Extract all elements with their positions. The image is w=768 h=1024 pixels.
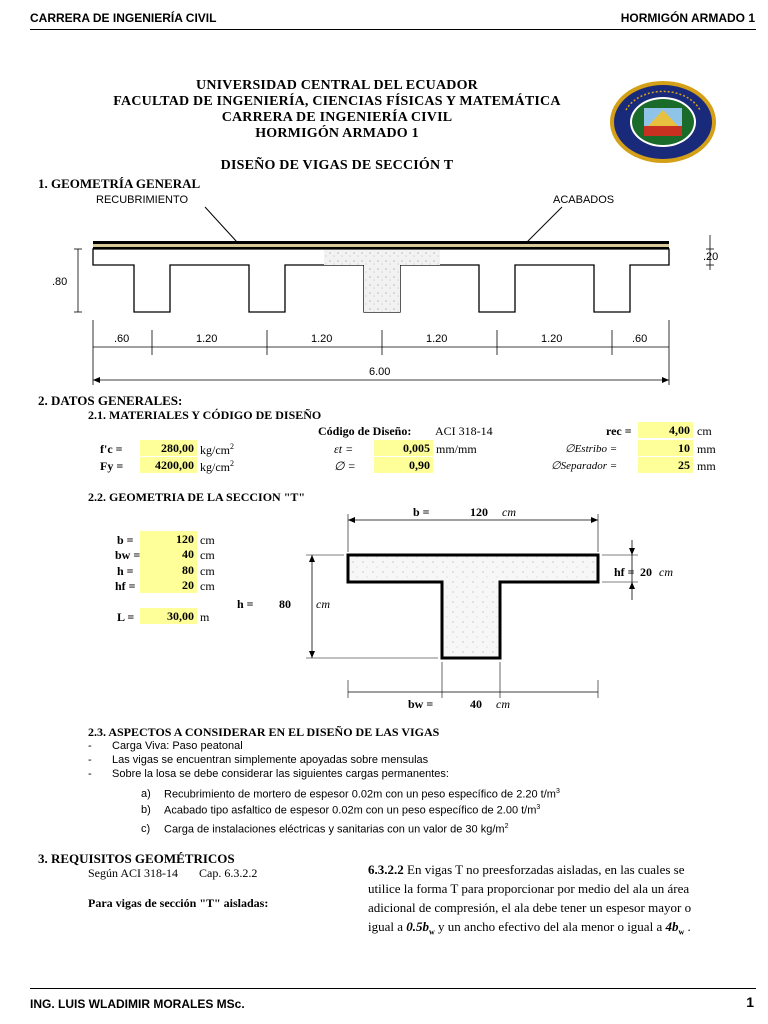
h-label: h = xyxy=(117,564,134,578)
et-unit: mm/mm xyxy=(436,442,477,456)
bw-label: bw = xyxy=(115,548,141,562)
course-title: HORMIGÓN ARMADO 1 xyxy=(255,126,419,141)
subsection-2-2: 2.2. GEOMETRIA DE LA SECCION "T" xyxy=(88,490,306,504)
diag-b-label: b = xyxy=(413,505,430,519)
estribo-unit: mm xyxy=(697,442,716,456)
L-value-cell[interactable]: 30,00 xyxy=(140,608,197,624)
load-mark: b) xyxy=(141,804,151,816)
doc-title: DISEÑO DE VIGAS DE SECCIÓN T xyxy=(220,158,454,173)
b-label: b = xyxy=(117,533,134,547)
footer-divider xyxy=(30,988,756,989)
bullet-item: Las vigas se encuentran simplemente apoyadas sobre mensulas xyxy=(112,754,429,766)
fy-value-cell[interactable]: 4200,00 xyxy=(140,457,197,473)
dim-height-80: .80 xyxy=(52,276,68,288)
span-label: 1.20 xyxy=(196,333,218,345)
diag-hf-unit: cm xyxy=(659,565,673,579)
rec-unit: cm xyxy=(697,424,712,438)
label-recubrimiento: RECUBRIMIENTO xyxy=(96,194,189,206)
fy-label: Fy = xyxy=(100,459,124,473)
load-item: Acabado tipo asfaltico de espesor 0.02m con un peso específico de 2.00 $t/m^3$ xyxy=(164,804,541,817)
diag-bw-label: bw = xyxy=(408,697,434,711)
diag-h-label: h = xyxy=(237,597,254,611)
fc-label: f'c = xyxy=(100,442,123,456)
diag-hf-label: hf = xyxy=(614,565,635,579)
diag-bw-unit: cm xyxy=(496,697,510,711)
dim-height-20: .20 xyxy=(703,251,719,263)
rec-label: rec = xyxy=(606,424,632,438)
separador-value-cell[interactable]: 25 xyxy=(638,457,693,473)
L-label: L = xyxy=(117,610,135,624)
t-section-drawing xyxy=(300,500,660,710)
codigo-label: Código de Diseño: xyxy=(318,424,412,438)
header-divider xyxy=(30,29,756,30)
codigo-value: ACI 318-14 xyxy=(435,424,493,438)
span-label: 1.20 xyxy=(426,333,448,345)
estribo-label: ∅Estribo = xyxy=(565,443,618,455)
phi-value-cell[interactable]: 0,90 xyxy=(374,457,433,473)
header-right: HORMIGÓN ARMADO 1 xyxy=(620,11,755,25)
bw-unit: cm xyxy=(200,548,215,562)
diag-h-unit: cm xyxy=(316,597,330,611)
separador-label: ∅Separador = xyxy=(551,460,618,472)
load-mark: a) xyxy=(141,788,151,800)
diag-bw-value: 40 xyxy=(470,697,482,711)
career-title: CARRERA DE INGENIERÍA CIVIL xyxy=(221,110,453,125)
b-unit: cm xyxy=(200,533,215,547)
section1-heading: 1. GEOMETRÍA GENERAL xyxy=(38,176,201,191)
load-item: Recubrimiento de mortero de espesor 0.02m con un peso específico de 2.20 $t/m^3$ xyxy=(164,788,560,801)
load-mark: c) xyxy=(141,823,151,835)
phi-label: ∅ = xyxy=(334,459,356,473)
isolated-t-beams-label: Para vigas de sección "T" aisladas: xyxy=(88,896,269,910)
span-label: .60 xyxy=(632,333,648,345)
page-number: 1 xyxy=(746,994,754,1010)
h-value-cell[interactable]: 80 xyxy=(140,562,197,578)
subsection-2-3: 2.3. ASPECTOS A CONSIDERAR EN EL DISEÑO DE LAS VIGAS xyxy=(88,725,440,739)
bw-value-cell[interactable]: 40 xyxy=(140,546,197,562)
segun-aci: Según ACI 318-14 xyxy=(88,866,178,880)
fc-unit: $kg/cm^2$ xyxy=(200,442,234,457)
title-block xyxy=(0,78,674,142)
university-title: UNIVERSIDAD CENTRAL DEL ECUADOR xyxy=(196,78,478,93)
university-logo xyxy=(608,80,718,164)
bullet-dash: - xyxy=(88,754,92,766)
hf-unit: cm xyxy=(200,579,215,593)
fy-unit: $kg/cm^2$ xyxy=(200,459,234,474)
diag-b-value: 120 xyxy=(470,505,488,519)
hf-value-cell[interactable]: 20 xyxy=(140,577,197,593)
hf-label: hf = xyxy=(115,579,136,593)
subsection-2-1: 2.1. MATERIALES Y CÓDIGO DE DISEÑO xyxy=(88,408,322,422)
author: ING. LUIS WLADIMIR MORALES MSc. xyxy=(30,997,245,1011)
rec-value-cell[interactable]: 4,00 xyxy=(638,422,693,438)
L-unit: m xyxy=(200,610,210,624)
chapter-ref: Cap. 6.3.2.2 xyxy=(199,866,258,880)
span-label: 1.20 xyxy=(541,333,563,345)
load-item: Carga de instalaciones eléctricas y sanitarias con un valor de 30 $kg/m^2$ xyxy=(164,823,509,836)
diag-hf-value: 20 xyxy=(640,565,652,579)
separador-unit: mm xyxy=(697,459,716,473)
aci-quote: 6.3.2.2 En vigas T no preesforzadas aisladas, en las cuales se utilice la forma T para proporcionar por medio del ala un área adicional de compresión, el ala debe tener un espesor mayor o igual a $0.5b_w$ y un ancho efectivo del ala menor o igual a $4b_w$ . xyxy=(368,862,692,937)
label-acabados: ACABADOS xyxy=(553,194,615,206)
bullet-dash: - xyxy=(88,740,92,752)
bullet-item: Sobre la losa se debe considerar las siguientes cargas permanentes: xyxy=(112,768,449,780)
total-length-label: 6.00 xyxy=(369,366,391,378)
h-unit: cm xyxy=(200,564,215,578)
diag-b-unit: cm xyxy=(502,505,516,519)
section3-heading: 3. REQUISITOS GEOMÉTRICOS xyxy=(38,851,235,866)
section2-heading: 2. DATOS GENERALES: xyxy=(38,393,183,408)
span-label: 1.20 xyxy=(311,333,333,345)
bullet-item: Carga Viva: Paso peatonal xyxy=(112,740,243,752)
header-left: CARRERA DE INGENIERÍA CIVIL xyxy=(30,11,217,25)
bullet-dash: - xyxy=(88,768,92,780)
et-value-cell[interactable]: 0,005 xyxy=(374,440,433,456)
faculty-title: FACULTAD DE INGENIERÍA, CIENCIAS FÍSICAS Y MATEMÁTICA xyxy=(113,94,561,109)
diag-h-value: 80 xyxy=(279,597,291,611)
et-label: εt = xyxy=(334,442,354,456)
b-value-cell[interactable]: 120 xyxy=(140,531,197,547)
span-label: .60 xyxy=(114,333,130,345)
estribo-value-cell[interactable]: 10 xyxy=(638,440,693,456)
fc-value-cell[interactable]: 280,00 xyxy=(140,440,197,456)
general-geometry-drawing xyxy=(0,195,768,390)
